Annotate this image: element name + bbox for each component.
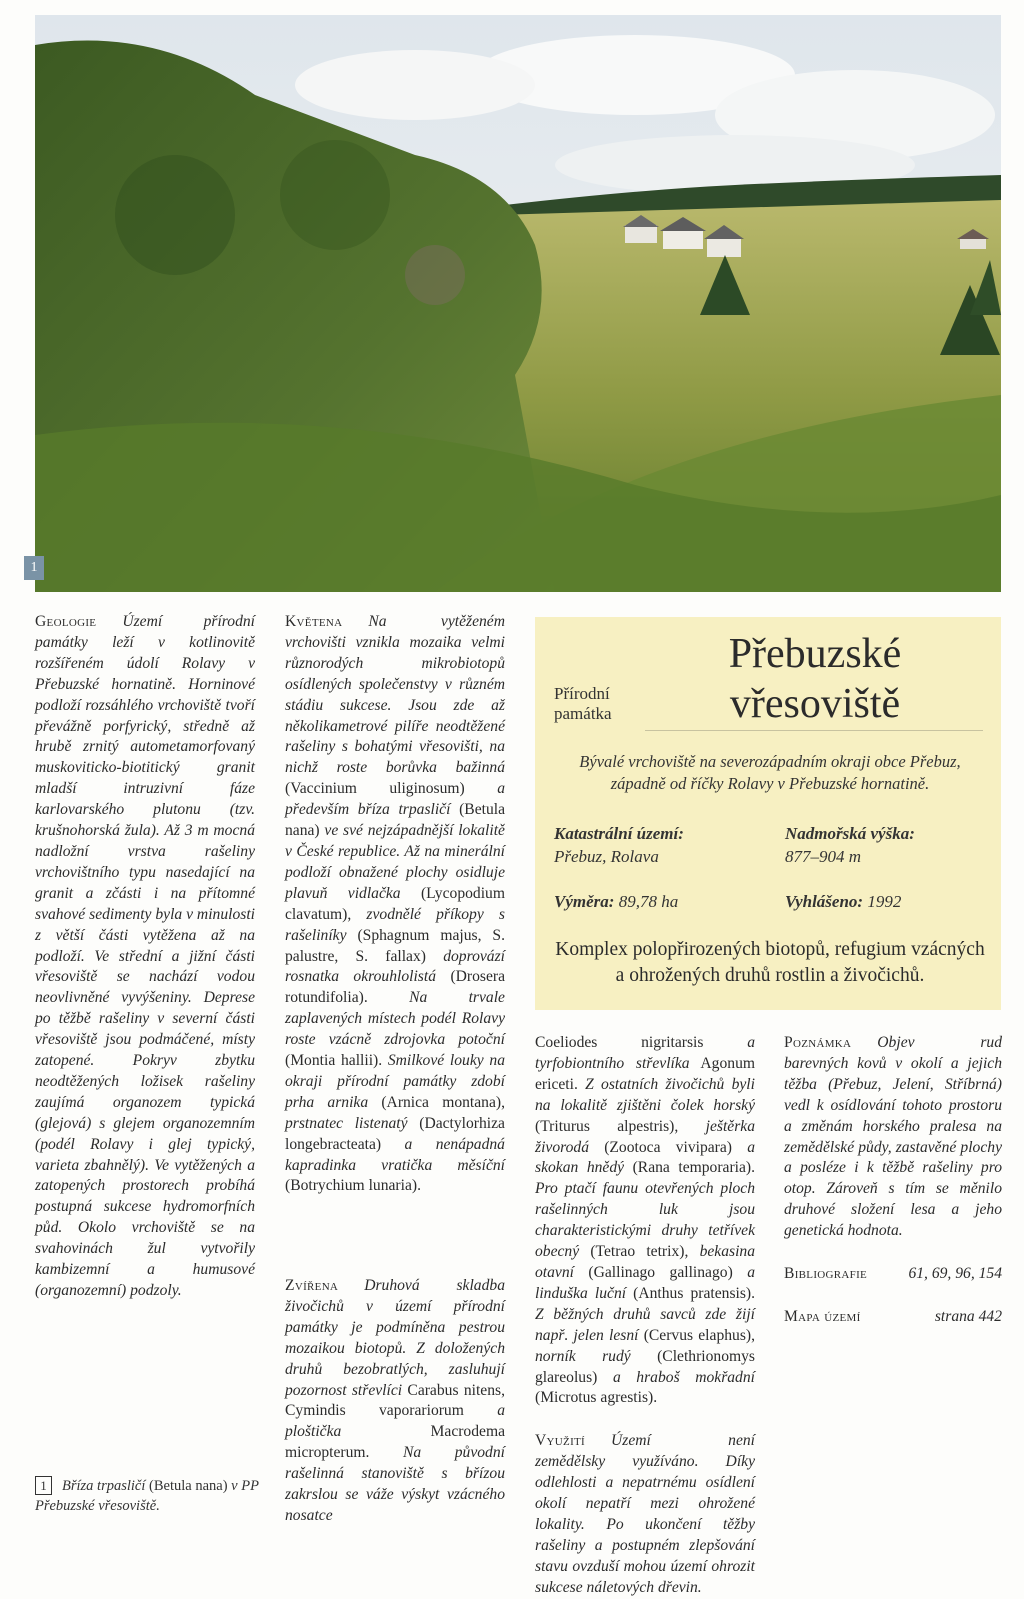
fauna-text: norník rudý bbox=[535, 1347, 631, 1365]
fauna-text: a linduška luční bbox=[535, 1263, 755, 1302]
fauna-latin: (Anthus pratensis). bbox=[633, 1284, 756, 1302]
lede-text: Bývalé vrchoviště na severozápadním okraji obce Přebuz, západně od říčky Rolavy v Přebuzské hornatině. bbox=[579, 752, 961, 793]
fauna-latin: (Gallinago gallinago) bbox=[588, 1263, 733, 1281]
flora-latin: (Montia hallii). bbox=[285, 1052, 383, 1070]
flora-latin: (Lycopodium clavatum), bbox=[285, 884, 505, 923]
page-title-line: Přebuzské bbox=[728, 631, 902, 677]
declared-label: Vyhlášeno: bbox=[785, 892, 864, 911]
fauna-heading: Zvířena bbox=[285, 1277, 339, 1294]
map-row bbox=[784, 1307, 1002, 1328]
title-divider bbox=[645, 730, 983, 731]
area-value: 89,78 ha bbox=[618, 892, 679, 911]
cadastre-field bbox=[554, 822, 684, 868]
flora-heading: Květena bbox=[285, 613, 343, 630]
protection-category-line: památka bbox=[554, 704, 612, 723]
area-field bbox=[554, 890, 678, 913]
cadastre-label: Katastrální území: bbox=[554, 824, 684, 843]
bibliography-value: 61, 69, 96, 154 bbox=[908, 1265, 1002, 1283]
geology-heading: Geologie bbox=[35, 613, 97, 630]
cadastre-value: Přebuz, Rolava bbox=[554, 847, 659, 866]
usage-text: Území není zemědělsky využíváno. Díky odlehlosti a nepatrnému osídlení okolí nepatří mezi ohrožené lokality. Po ukončení těžby rašeliny a postupném zlepšování stavu ovzduší mohou území ohrozit sukcese náletových dřevin. bbox=[535, 1432, 755, 1596]
fauna-latin: (Triturus alpestris), bbox=[535, 1117, 679, 1135]
flora-text: Smilkové louky na okraji přírodní památky zdobí prha arnika bbox=[285, 1052, 505, 1111]
flora-text: a nenápadná kapradinka vratička měsíční bbox=[285, 1135, 505, 1174]
note-heading: Poznámka bbox=[784, 1034, 852, 1051]
flora-latin: (Botrychium lunaria). bbox=[285, 1177, 421, 1195]
caption-number: 1 bbox=[35, 1476, 52, 1495]
bibliography-heading: Bibliografie bbox=[784, 1265, 868, 1283]
page-title bbox=[645, 629, 985, 729]
fauna-latin: (Cervus elaphus), bbox=[643, 1326, 755, 1344]
infobox bbox=[535, 617, 1001, 1010]
protection-category-line: Přírodní bbox=[554, 684, 610, 703]
flora-latin: (Sphagnum majus, S. palustre, S. fallax) bbox=[285, 926, 505, 965]
fauna-latin: Carabus nitens, Cymindis vaporariorum bbox=[285, 1381, 505, 1420]
flora-text: a především bříza trpasličí bbox=[285, 780, 505, 819]
protection-category bbox=[554, 684, 644, 724]
fauna-text: Z běžných druhů savců zde žijí např. jelen lesní bbox=[535, 1305, 755, 1344]
page-title-line: vřesoviště bbox=[729, 681, 901, 727]
fauna-latin: Macrodema micropterum. bbox=[285, 1423, 505, 1462]
usage-heading: Využití bbox=[535, 1432, 586, 1450]
heathland-illustration bbox=[35, 15, 1001, 592]
fauna-latin: (Clethrionomys glareolus) bbox=[535, 1347, 755, 1386]
flora-latin: (Vaccinium uliginosum) bbox=[285, 780, 465, 798]
caption-text: Bříza trpasličí bbox=[62, 1478, 146, 1494]
caption-text: v PP Přebuzské vřesoviště. bbox=[35, 1478, 259, 1514]
map-value: strana 442 bbox=[934, 1307, 1002, 1325]
note-section bbox=[784, 1033, 1002, 1328]
altitude-field bbox=[785, 822, 915, 868]
flora-latin: (Drosera rotundifolia). bbox=[285, 968, 505, 1007]
fauna-latin: Coeliodes nigritarsis bbox=[535, 1034, 704, 1051]
fauna-text: ještěrka živorodá bbox=[535, 1117, 755, 1156]
flora-text: ve své nejzápadnější lokalitě v České republice. Až na minerální podloží obnažené plochy osidluje plavuň vidlačka bbox=[285, 822, 505, 902]
bibliography-row bbox=[784, 1264, 1002, 1285]
altitude-label: Nadmořská výška: bbox=[785, 824, 915, 843]
flora-text: Na trvale zaplavených místech podél Rolavy roste vzácně zdrojovka potoční bbox=[285, 989, 505, 1049]
fauna-text: a skokan hnědý bbox=[535, 1138, 756, 1177]
flora-latin: (Betula nana) bbox=[285, 801, 505, 840]
photo-caption bbox=[35, 1476, 265, 1516]
fauna-section-start bbox=[285, 1276, 505, 1527]
fauna-latin: (Tetrao tetrix), bbox=[590, 1243, 689, 1261]
fauna-text: a tyrfobiontního střevlíka bbox=[535, 1034, 755, 1072]
altitude-value: 877–904 m bbox=[785, 847, 862, 866]
flora-latin: (Arnica montana), bbox=[381, 1093, 505, 1111]
geology-text: Území přírodní památky leží v kotlinovitě rozšířeném údolí Rolavy v Přebuzské hornatině. Horninové podloží rozsáhlého vrchoviště tvoří převážně porfyrický, středně až hrubě zrnitý autometamorfovaný muskoviticko-biotitický granit mladší intruzivní fáze karlovarského plutonu (tzv. krušnohorská žula). Až 3 m mocná nadložní vrstva rašeliny vrchovištního typu nasedající na granit a zčásti i na přítomné svahové sedimenty byla v minulosti z větší části vytěžena až na podloží. Ve střední a jižní části vřesoviště se nachází vodou neovlivněné vyvýšeniny. Deprese po těžbě rašeliny v severní části vřesoviště jsou podmáčené, místy zatopené. Pokryv zbytku neodtěžených ložisek rašeliny zaujímá organozem typická (glejová) s glejem organozemním (podél Rolavy i glej typický, varieta zbahnělý). Ve vytěžených a zatopených prostorech probíhá postupná sukcese hydromorfních půd. Okolo vrchoviště se na svahovinách žul vytvořily kambizemní a humusové (organozemní) podzoly. bbox=[35, 613, 255, 1299]
fauna-latin: (Rana temporaria). bbox=[632, 1159, 755, 1177]
fauna-text: Na původní rašelinná stanoviště s břízou zakrslou se váže výskyt vzácného nosatce bbox=[285, 1444, 505, 1524]
fauna-text: a hraboš mokřadní bbox=[612, 1368, 755, 1386]
caption-latin: (Betula nana) bbox=[149, 1478, 228, 1494]
flora-text: Na vytěženém vrchovišti vznikla mozaika velmi různorodých mikrobiotopů osídlených společenstvy v různém stádiu sukcese. Jsou zde až několikametrové pilíře neodtěžené rašeliny s bohatými vřesovišti, na nichž roste borůvka bažinná bbox=[285, 613, 505, 777]
declared-value: 1992 bbox=[867, 892, 902, 911]
summary-text: Komplex polopřirozených biotopů, refugium vzácných a ohrožených druhů rostlin a živočichů. bbox=[555, 939, 985, 986]
declared-field bbox=[785, 890, 901, 913]
map-heading: Mapa území bbox=[784, 1307, 861, 1325]
flora-text: prstnatec listenatý bbox=[285, 1114, 408, 1132]
fauna-latin: (Microtus agrestis). bbox=[535, 1389, 658, 1407]
flora-text: zvodnělé příkopy s rašeliníky bbox=[285, 905, 505, 944]
photo-number: 1 bbox=[24, 556, 44, 580]
fauna-text: bekasina otavní bbox=[535, 1243, 755, 1281]
fauna-section-continued bbox=[535, 1033, 755, 1599]
fauna-latin: (Zootoca vivipara) bbox=[604, 1138, 732, 1156]
fauna-text: Z ostatních živočichů byli na lokalitě zjištěni čolek horský bbox=[535, 1075, 755, 1114]
fauna-text: a ploštička bbox=[285, 1402, 505, 1441]
flora-text: doprovází rosnatka okrouhlolistá bbox=[285, 947, 505, 986]
landscape-photo bbox=[35, 15, 1001, 592]
fauna-text: Druhová skladba živočichů v území přírodní památky je podmíněna pestrou mozaikou biotopů. Z doložených druhů bezobratlých, zasluhují pozornost střevlíci bbox=[285, 1277, 505, 1399]
flora-latin: (Dactylorhiza longebracteata) bbox=[285, 1114, 505, 1153]
geology-section bbox=[35, 612, 255, 1302]
area-label: Výměra: bbox=[554, 892, 615, 911]
fauna-latin: Agonum ericeti. bbox=[535, 1054, 755, 1093]
fauna-text: Pro ptačí faunu otevřených ploch rašelinných luk jsou charakteristickými druhy tetřívek obecný bbox=[535, 1180, 755, 1261]
flora-section bbox=[285, 612, 505, 1197]
note-text: Objev rud barevných kovů v okolí a jejich těžba (Přebuz, Jelení, Stříbrná) vedl k osídlování tohoto prostoru a změnám horského pralesa na zemědělské půdy, zastavěné plochy a posléze i k těžbě rašeliny pro otop. Zároveň s tím se měnilo druhové složení lesa a jeho genetická hodnota. bbox=[784, 1034, 1002, 1240]
